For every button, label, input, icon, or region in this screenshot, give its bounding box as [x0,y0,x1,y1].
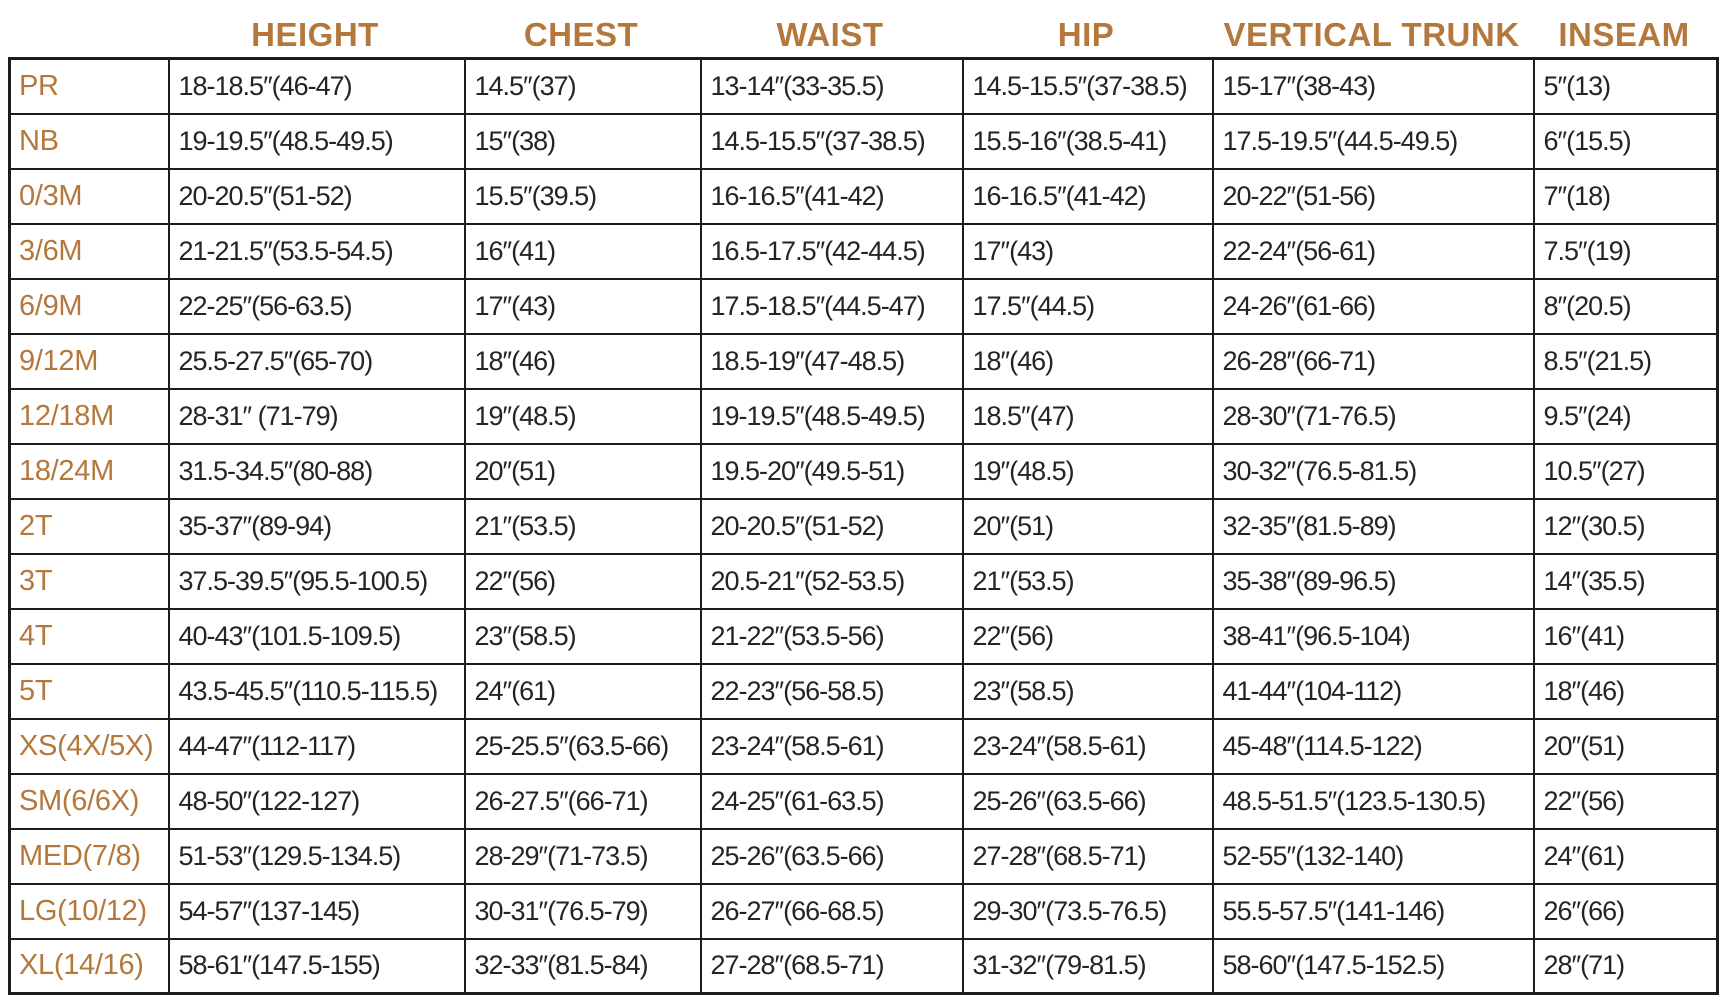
table-cell: 22″(56) [963,609,1213,664]
table-cell: 28-30″(71-76.5) [1213,389,1534,444]
table-cell: 20-22″(51-56) [1213,169,1534,224]
table-cell: 19-19.5″(48.5-49.5) [169,114,465,169]
table-cell: 27-28″(68.5-71) [963,829,1213,884]
size-chart-table [8,57,1719,995]
table-row [10,59,1718,114]
table-cell: 18.5-19″(47-48.5) [701,334,963,389]
row-label: XL(14/16) [10,939,169,994]
table-cell: 17″(43) [963,224,1213,279]
table-cell: 32-35″(81.5-89) [1213,499,1534,554]
table-cell: 18.5″(47) [963,389,1213,444]
table-cell: 24″(61) [465,664,701,719]
table-cell: 23-24″(58.5-61) [963,719,1213,774]
table-cell: 20-20.5″(51-52) [701,499,963,554]
table-cell: 54-57″(137-145) [169,884,465,939]
table-cell: 41-44″(104-112) [1213,664,1534,719]
table-cell: 22-23″(56-58.5) [701,664,963,719]
table-cell: 30-32″(76.5-81.5) [1213,444,1534,499]
row-label: 5T [10,664,169,719]
table-cell: 20″(51) [1534,719,1718,774]
row-label: 0/3M [10,169,169,224]
table-cell: 25-26″(63.5-66) [701,829,963,884]
table-row [10,774,1718,829]
table-cell: 40-43″(101.5-109.5) [169,609,465,664]
column-header-vertical-trunk: VERTICAL TRUNK [1223,16,1520,53]
table-cell: 26-27″(66-68.5) [701,884,963,939]
row-label: 6/9M [10,279,169,334]
table-row [10,554,1718,609]
table-row [10,499,1718,554]
header-spacer [8,51,167,57]
table-cell: 14.5″(37) [465,59,701,114]
table-cell: 35-38″(89-96.5) [1213,554,1534,609]
table-cell: 19.5-20″(49.5-51) [701,444,963,499]
column-header-waist: WAIST [776,16,884,53]
table-cell: 28″(71) [1534,939,1718,994]
table-cell: 21″(53.5) [465,499,701,554]
table-cell: 8.5″(21.5) [1534,334,1718,389]
table-cell: 20″(51) [465,444,701,499]
table-cell: 44-47″(112-117) [169,719,465,774]
table-row [10,279,1718,334]
table-row [10,334,1718,389]
table-cell: 14.5-15.5″(37-38.5) [963,59,1213,114]
table-cell: 37.5-39.5″(95.5-100.5) [169,554,465,609]
table-cell: 31-32″(79-81.5) [963,939,1213,994]
table-cell: 22″(56) [1534,774,1718,829]
table-cell: 14.5-15.5″(37-38.5) [701,114,963,169]
table-row [10,664,1718,719]
table-cell: 5″(13) [1534,59,1718,114]
table-cell: 6″(15.5) [1534,114,1718,169]
table-cell: 30-31″(76.5-79) [465,884,701,939]
table-cell: 18″(46) [1534,664,1718,719]
table-cell: 23″(58.5) [465,609,701,664]
table-cell: 45-48″(114.5-122) [1213,719,1534,774]
row-label: SM(6/6X) [10,774,169,829]
table-cell: 7″(18) [1534,169,1718,224]
table-cell: 21″(53.5) [963,554,1213,609]
table-body [10,59,1718,994]
table-cell: 15.5-16″(38.5-41) [963,114,1213,169]
table-cell: 25-25.5″(63.5-66) [465,719,701,774]
row-label: XS(4X/5X) [10,719,169,774]
row-label: 3T [10,554,169,609]
table-row [10,389,1718,444]
table-cell: 52-55″(132-140) [1213,829,1534,884]
table-row [10,224,1718,279]
table-cell: 25-26″(63.5-66) [963,774,1213,829]
table-cell: 21-22″(53.5-56) [701,609,963,664]
table-cell: 51-53″(129.5-134.5) [169,829,465,884]
row-label: LG(10/12) [10,884,169,939]
table-cell: 23-24″(58.5-61) [701,719,963,774]
row-label: 3/6M [10,224,169,279]
table-cell: 26-28″(66-71) [1213,334,1534,389]
table-row [10,114,1718,169]
table-cell: 38-41″(96.5-104) [1213,609,1534,664]
table-cell: 17″(43) [465,279,701,334]
table-row [10,169,1718,224]
row-label: NB [10,114,169,169]
table-cell: 43.5-45.5″(110.5-115.5) [169,664,465,719]
table-row [10,444,1718,499]
table-cell: 22-25″(56-63.5) [169,279,465,334]
column-header-chest: CHEST [523,16,639,53]
table-cell: 29-30″(73.5-76.5) [963,884,1213,939]
table-cell: 9.5″(24) [1534,389,1718,444]
table-cell: 19″(48.5) [963,444,1213,499]
table-cell: 16-16.5″(41-42) [963,169,1213,224]
table-cell: 28-29″(71-73.5) [465,829,701,884]
table-cell: 17.5-19.5″(44.5-49.5) [1213,114,1534,169]
table-cell: 28-31″ (71-79) [169,389,465,444]
table-cell: 18-18.5″(46-47) [169,59,465,114]
table-cell: 26-27.5″(66-71) [465,774,701,829]
table-cell: 22″(56) [465,554,701,609]
table-cell: 25.5-27.5″(65-70) [169,334,465,389]
table-cell: 58-60″(147.5-152.5) [1213,939,1534,994]
table-cell: 23″(58.5) [963,664,1213,719]
table-cell: 18″(46) [963,334,1213,389]
row-label: 18/24M [10,444,169,499]
table-row [10,939,1718,994]
table-cell: 15.5″(39.5) [465,169,701,224]
table-cell: 10.5″(27) [1534,444,1718,499]
table-cell: 24″(61) [1534,829,1718,884]
table-cell: 16.5-17.5″(42-44.5) [701,224,963,279]
table-cell: 16″(41) [1534,609,1718,664]
table-cell: 15″(38) [465,114,701,169]
table-cell: 17.5-18.5″(44.5-47) [701,279,963,334]
table-cell: 20-20.5″(51-52) [169,169,465,224]
table-cell: 8″(20.5) [1534,279,1718,334]
table-cell: 15-17″(38-43) [1213,59,1534,114]
table-cell: 17.5″(44.5) [963,279,1213,334]
column-header-hip: HIP [1057,16,1115,53]
column-header-row [8,0,1716,57]
table-row [10,609,1718,664]
table-cell: 16″(41) [465,224,701,279]
table-cell: 18″(46) [465,334,701,389]
table-cell: 7.5″(19) [1534,224,1718,279]
table-cell: 27-28″(68.5-71) [701,939,963,994]
table-cell: 16-16.5″(41-42) [701,169,963,224]
table-row [10,719,1718,774]
table-cell: 14″(35.5) [1534,554,1718,609]
column-header-height: HEIGHT [251,16,379,53]
row-label: MED(7/8) [10,829,169,884]
row-label: 9/12M [10,334,169,389]
table-cell: 31.5-34.5″(80-88) [169,444,465,499]
table-cell: 26″(66) [1534,884,1718,939]
row-label: 2T [10,499,169,554]
table-cell: 19-19.5″(48.5-49.5) [701,389,963,444]
table-cell: 48.5-51.5″(123.5-130.5) [1213,774,1534,829]
row-label: 4T [10,609,169,664]
table-cell: 48-50″(122-127) [169,774,465,829]
row-label: PR [10,59,169,114]
table-cell: 19″(48.5) [465,389,701,444]
table-cell: 12″(30.5) [1534,499,1718,554]
table-cell: 58-61″(147.5-155) [169,939,465,994]
column-header-inseam: INSEAM [1558,16,1690,53]
row-label: 12/18M [10,389,169,444]
table-cell: 24-25″(61-63.5) [701,774,963,829]
table-cell: 24-26″(61-66) [1213,279,1534,334]
table-row [10,829,1718,884]
table-cell: 35-37″(89-94) [169,499,465,554]
table-cell: 21-21.5″(53.5-54.5) [169,224,465,279]
table-cell: 20.5-21″(52-53.5) [701,554,963,609]
table-cell: 22-24″(56-61) [1213,224,1534,279]
table-row [10,884,1718,939]
table-cell: 32-33″(81.5-84) [465,939,701,994]
table-cell: 20″(51) [963,499,1213,554]
table-cell: 13-14″(33-35.5) [701,59,963,114]
table-cell: 55.5-57.5″(141-146) [1213,884,1534,939]
